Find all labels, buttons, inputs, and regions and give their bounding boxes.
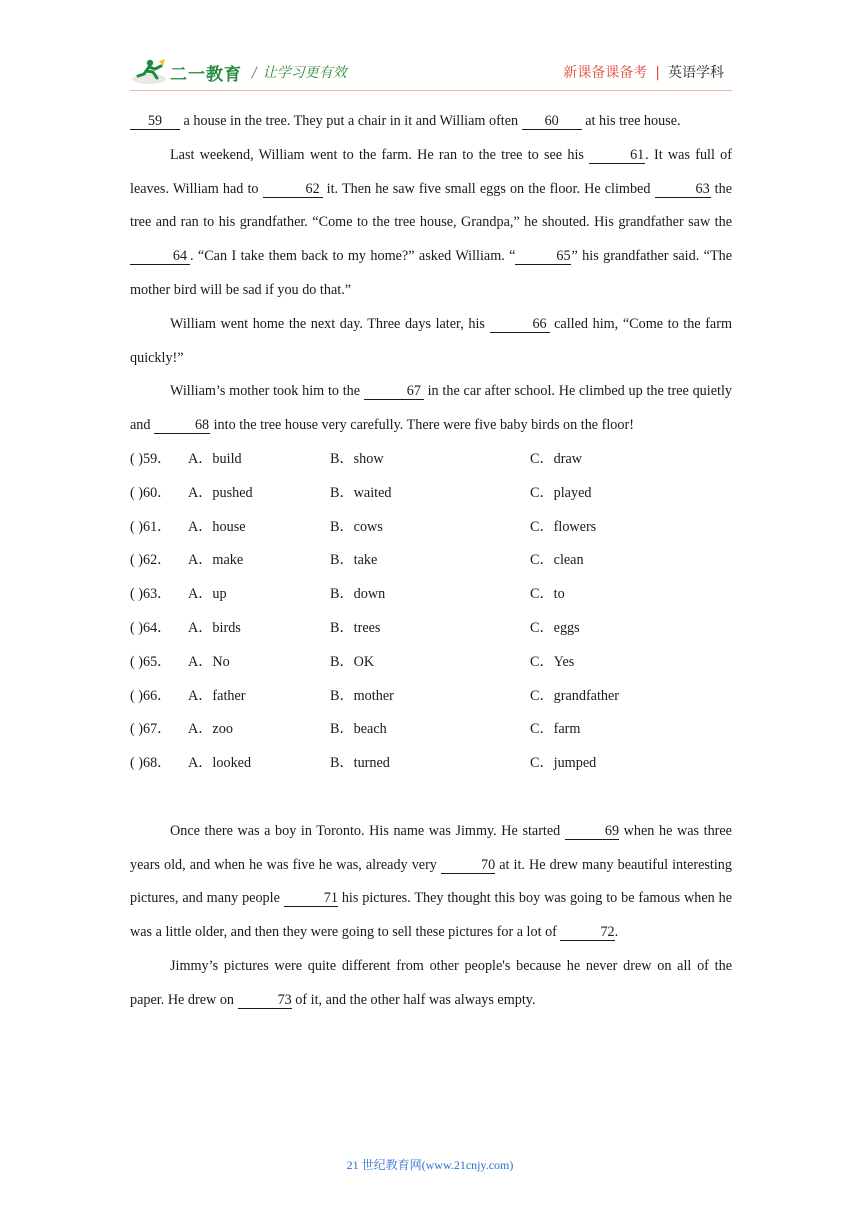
header-separator: | — [655, 65, 660, 81]
blank-66: 66 — [490, 316, 550, 333]
blank-67: 67 — [364, 383, 424, 400]
option-a: A．No — [188, 653, 230, 670]
blank-64: 64 — [130, 248, 190, 265]
option-row — [130, 680, 732, 714]
option-row — [130, 477, 732, 511]
option-b: B．show — [330, 450, 384, 467]
text-run: it. Then he saw five small eggs on the floor. He climbed — [322, 180, 655, 197]
blank-63: 63 — [655, 181, 711, 198]
option-row — [130, 544, 732, 578]
option-b: B．trees — [330, 619, 381, 636]
option-row — [130, 443, 732, 477]
page-header — [130, 52, 732, 92]
story1-paragraph-3 — [130, 308, 732, 376]
blank-68: 68 — [154, 417, 210, 434]
text-run: in the car after school. He climbed up the tree quietly and — [130, 383, 732, 434]
text-run: . It was full of leaves. William had to — [130, 146, 732, 197]
text-run: called him, “Come to the farm quickly!” — [130, 315, 732, 366]
story1-paragraph-2 — [130, 139, 732, 308]
option-b: B．mother — [330, 687, 394, 704]
blank-65: 65 — [515, 248, 571, 265]
question-number: ( )65． — [130, 653, 172, 670]
story1-paragraph-4 — [130, 375, 732, 443]
option-a: A．pushed — [188, 484, 253, 501]
header-divider — [130, 90, 732, 91]
text-run: . — [614, 924, 619, 941]
option-c: C．Yes — [530, 653, 575, 670]
option-row — [130, 747, 732, 781]
option-c: C．to — [530, 586, 565, 603]
story1-paragraph-1 — [130, 105, 732, 139]
text-run: at his tree house. — [581, 113, 681, 129]
blank-71: 71 — [284, 890, 338, 907]
blank-60: 60 — [522, 113, 582, 130]
header-tag — [563, 62, 724, 82]
option-c: C．jumped — [530, 755, 597, 772]
option-row — [130, 511, 732, 545]
story2-paragraph-2 — [130, 950, 732, 1018]
option-row — [130, 612, 732, 646]
text-run: William went home the next day. Three days later, his — [170, 315, 490, 332]
option-b: B．beach — [330, 721, 387, 738]
option-c: C．draw — [530, 450, 583, 467]
page-footer: 21 世纪教育网(www.21cnjy.com) — [346, 1158, 514, 1172]
slogan-text: 让学习更有效 — [262, 65, 347, 81]
text-run: Last weekend, William went to the farm. He ran to the tree to see his — [170, 146, 590, 163]
option-a: A．birds — [188, 619, 241, 636]
question-number: ( )66． — [130, 687, 172, 704]
text-run: of it, and the other half was always empty. — [291, 991, 536, 1008]
option-a: A．up — [188, 586, 227, 603]
option-a: A．father — [188, 687, 246, 704]
option-a: A．make — [188, 552, 244, 569]
option-row — [130, 713, 732, 747]
question-number: ( )61． — [130, 518, 172, 535]
document-body — [130, 105, 732, 1018]
option-b: B．turned — [330, 755, 390, 772]
blank-59: 59 — [130, 113, 180, 130]
blank-62: 62 — [263, 181, 323, 198]
blank-70: 70 — [441, 857, 495, 874]
option-a: A．build — [188, 450, 242, 467]
options-list — [130, 443, 732, 781]
option-b: B．OK — [330, 653, 375, 670]
option-row — [130, 646, 732, 680]
option-a: A．house — [188, 518, 246, 535]
runner-logo-icon — [130, 57, 168, 87]
text-run: when he was three years old, and when he was five he was, already very — [130, 822, 732, 873]
option-a: A．looked — [188, 755, 252, 772]
option-a: A．zoo — [188, 721, 233, 738]
text-run: his pictures. They thought this boy was going to be famous when he was a little older, and then they were going to sell these pictures for a lot of — [130, 890, 732, 941]
question-number: ( )67． — [130, 721, 172, 738]
section-gap — [130, 781, 732, 815]
logo-text: 二一教育 — [170, 64, 242, 85]
option-c: C．grandfather — [530, 687, 620, 704]
text-run: Jimmy’s pictures were quite different from other people's because he never drew on all of the paper. He drew on — [130, 957, 732, 1008]
question-number: ( )60． — [130, 484, 172, 501]
text-run: Once there was a boy in Toronto. His name was Jimmy. He started — [170, 822, 565, 839]
question-number: ( )63． — [130, 586, 172, 603]
text-run: into the tree house very carefully. There were five baby birds on the floor! — [210, 417, 634, 434]
option-c: C．clean — [530, 552, 584, 569]
slogan: / 让学习更有效 — [252, 65, 347, 81]
question-number: ( )64． — [130, 619, 172, 636]
text-run: at it. He drew many beautiful interesting pictures, and many people — [130, 856, 732, 907]
option-row — [130, 578, 732, 612]
option-c: C．eggs — [530, 619, 580, 636]
option-b: B．waited — [330, 484, 392, 501]
option-c: C．played — [530, 484, 592, 501]
logo — [130, 52, 242, 92]
blank-72: 72 — [560, 924, 614, 941]
text-run: ” his grandfather said. “The mother bird will be sad if you do that.” — [130, 248, 732, 298]
text-run: a house in the tree. They put a chair in it and William often — [180, 113, 522, 129]
course-label: 新课备课备考 — [563, 65, 648, 81]
story2-paragraph-1 — [130, 815, 732, 950]
question-number: ( )62． — [130, 552, 172, 569]
subject-label: 英语学科 — [668, 65, 724, 81]
option-b: B．cows — [330, 518, 383, 535]
blank-61: 61 — [589, 147, 645, 164]
option-c: C．farm — [530, 721, 581, 738]
question-number: ( )68． — [130, 755, 172, 772]
question-number: ( )59． — [130, 450, 172, 467]
blank-73: 73 — [238, 992, 292, 1009]
text-run: the tree and ran to his grandfather. “Come to the tree house, Grandpa,” he shouted. His grandfather saw the — [130, 180, 732, 231]
option-c: C．flowers — [530, 518, 597, 535]
blank-69: 69 — [565, 823, 619, 840]
text-run: William’s mother took him to the — [170, 383, 364, 400]
option-b: B．take — [330, 552, 378, 569]
text-run: . “Can I take them back to my home?” asked William. “ — [190, 248, 516, 265]
option-b: B．down — [330, 586, 386, 603]
